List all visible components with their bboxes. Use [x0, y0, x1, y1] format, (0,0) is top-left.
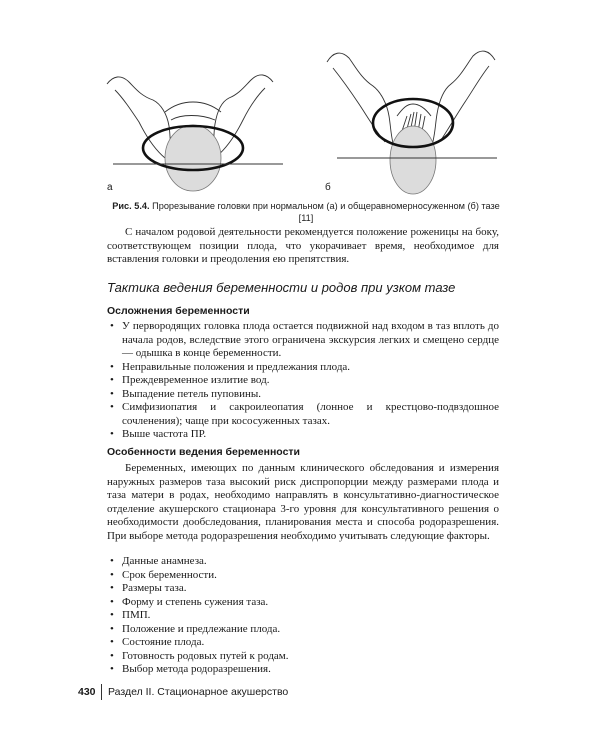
factors-list — [107, 555, 499, 677]
list-item: • Размеры таза. — [110, 582, 187, 594]
page-number: 430 — [78, 686, 96, 698]
figure-caption — [108, 200, 504, 224]
list-item: • Выпадение петель пуповины. — [110, 387, 261, 400]
caption-text: Прорезывание головки при нормальном (а) и общеравномерносуженном (б) тазе [11] — [152, 201, 500, 223]
complications-heading: Осложнения беременности — [107, 305, 250, 317]
figure-label-a: а — [107, 182, 113, 193]
pelvis-figure — [105, 38, 505, 202]
list-item: • Срок беременности. — [110, 568, 217, 581]
list-item: • Положение и предлежание плода. — [110, 622, 281, 635]
list-item: • Преждевременное излитие вод. — [110, 374, 270, 386]
caption-number: Рис. 5.4. — [112, 201, 150, 211]
list-item: • У первородящих головка плода остается подвижной над входом в таз вплоть до начала родов, вследствие этого ограничена экскурсия легких и смещено сердце — одышка в конце беременности. — [110, 320, 499, 359]
pelvis-illustration — [105, 38, 505, 202]
footer-divider — [101, 684, 102, 700]
management-paragraph: Беременных, имеющих по данным клинического обследования и измерения наружных размеров таза высокий риск диспропорции между размерами плода и таза матери в родах, необходимо направлять в консультативно-диагностическое отделение акушерского стационара 3-го уровня для консультативного решения о необходимости дообследования, планирования места и способа родоразрешения. При выборе метода родоразрешения необходимо учитывать следующие факторы. — [107, 462, 499, 542]
footer-section-title: Раздел II. Стационарное акушерство — [108, 686, 289, 698]
section-title: Тактика ведения беременности и родов при узком тазе — [107, 280, 456, 295]
figure-label-b: б — [325, 182, 331, 193]
list-item: • Данные анамнеза. — [110, 555, 207, 567]
list-item: • Форму и степень сужения таза. — [110, 595, 269, 608]
list-item: • Выше частота ПР. — [110, 428, 207, 440]
list-item: • Состояние плода. — [110, 636, 205, 648]
list-item: • Симфизиопатия и сакроилеопатия (лонное и крестцово-подвздошное сочленения); чаще при кососуженных тазах. — [110, 401, 499, 427]
list-item: • ПМП. — [110, 609, 151, 621]
list-item: • Неправильные положения и предлежания плода. — [110, 360, 351, 373]
management-heading: Особенности ведения беременности — [107, 446, 301, 458]
complications-list — [107, 320, 499, 442]
list-item: • Готовность родовых путей к родам. — [110, 649, 289, 662]
list-item: • Выбор метода родоразрешения. — [110, 663, 271, 675]
intro-paragraph: С началом родовой деятельности рекомендуется положение роженицы на боку, соответствующем позиции плода, что укорачивает время, необходимое для вставления головки и преодоления ею препятствия. — [107, 226, 499, 265]
